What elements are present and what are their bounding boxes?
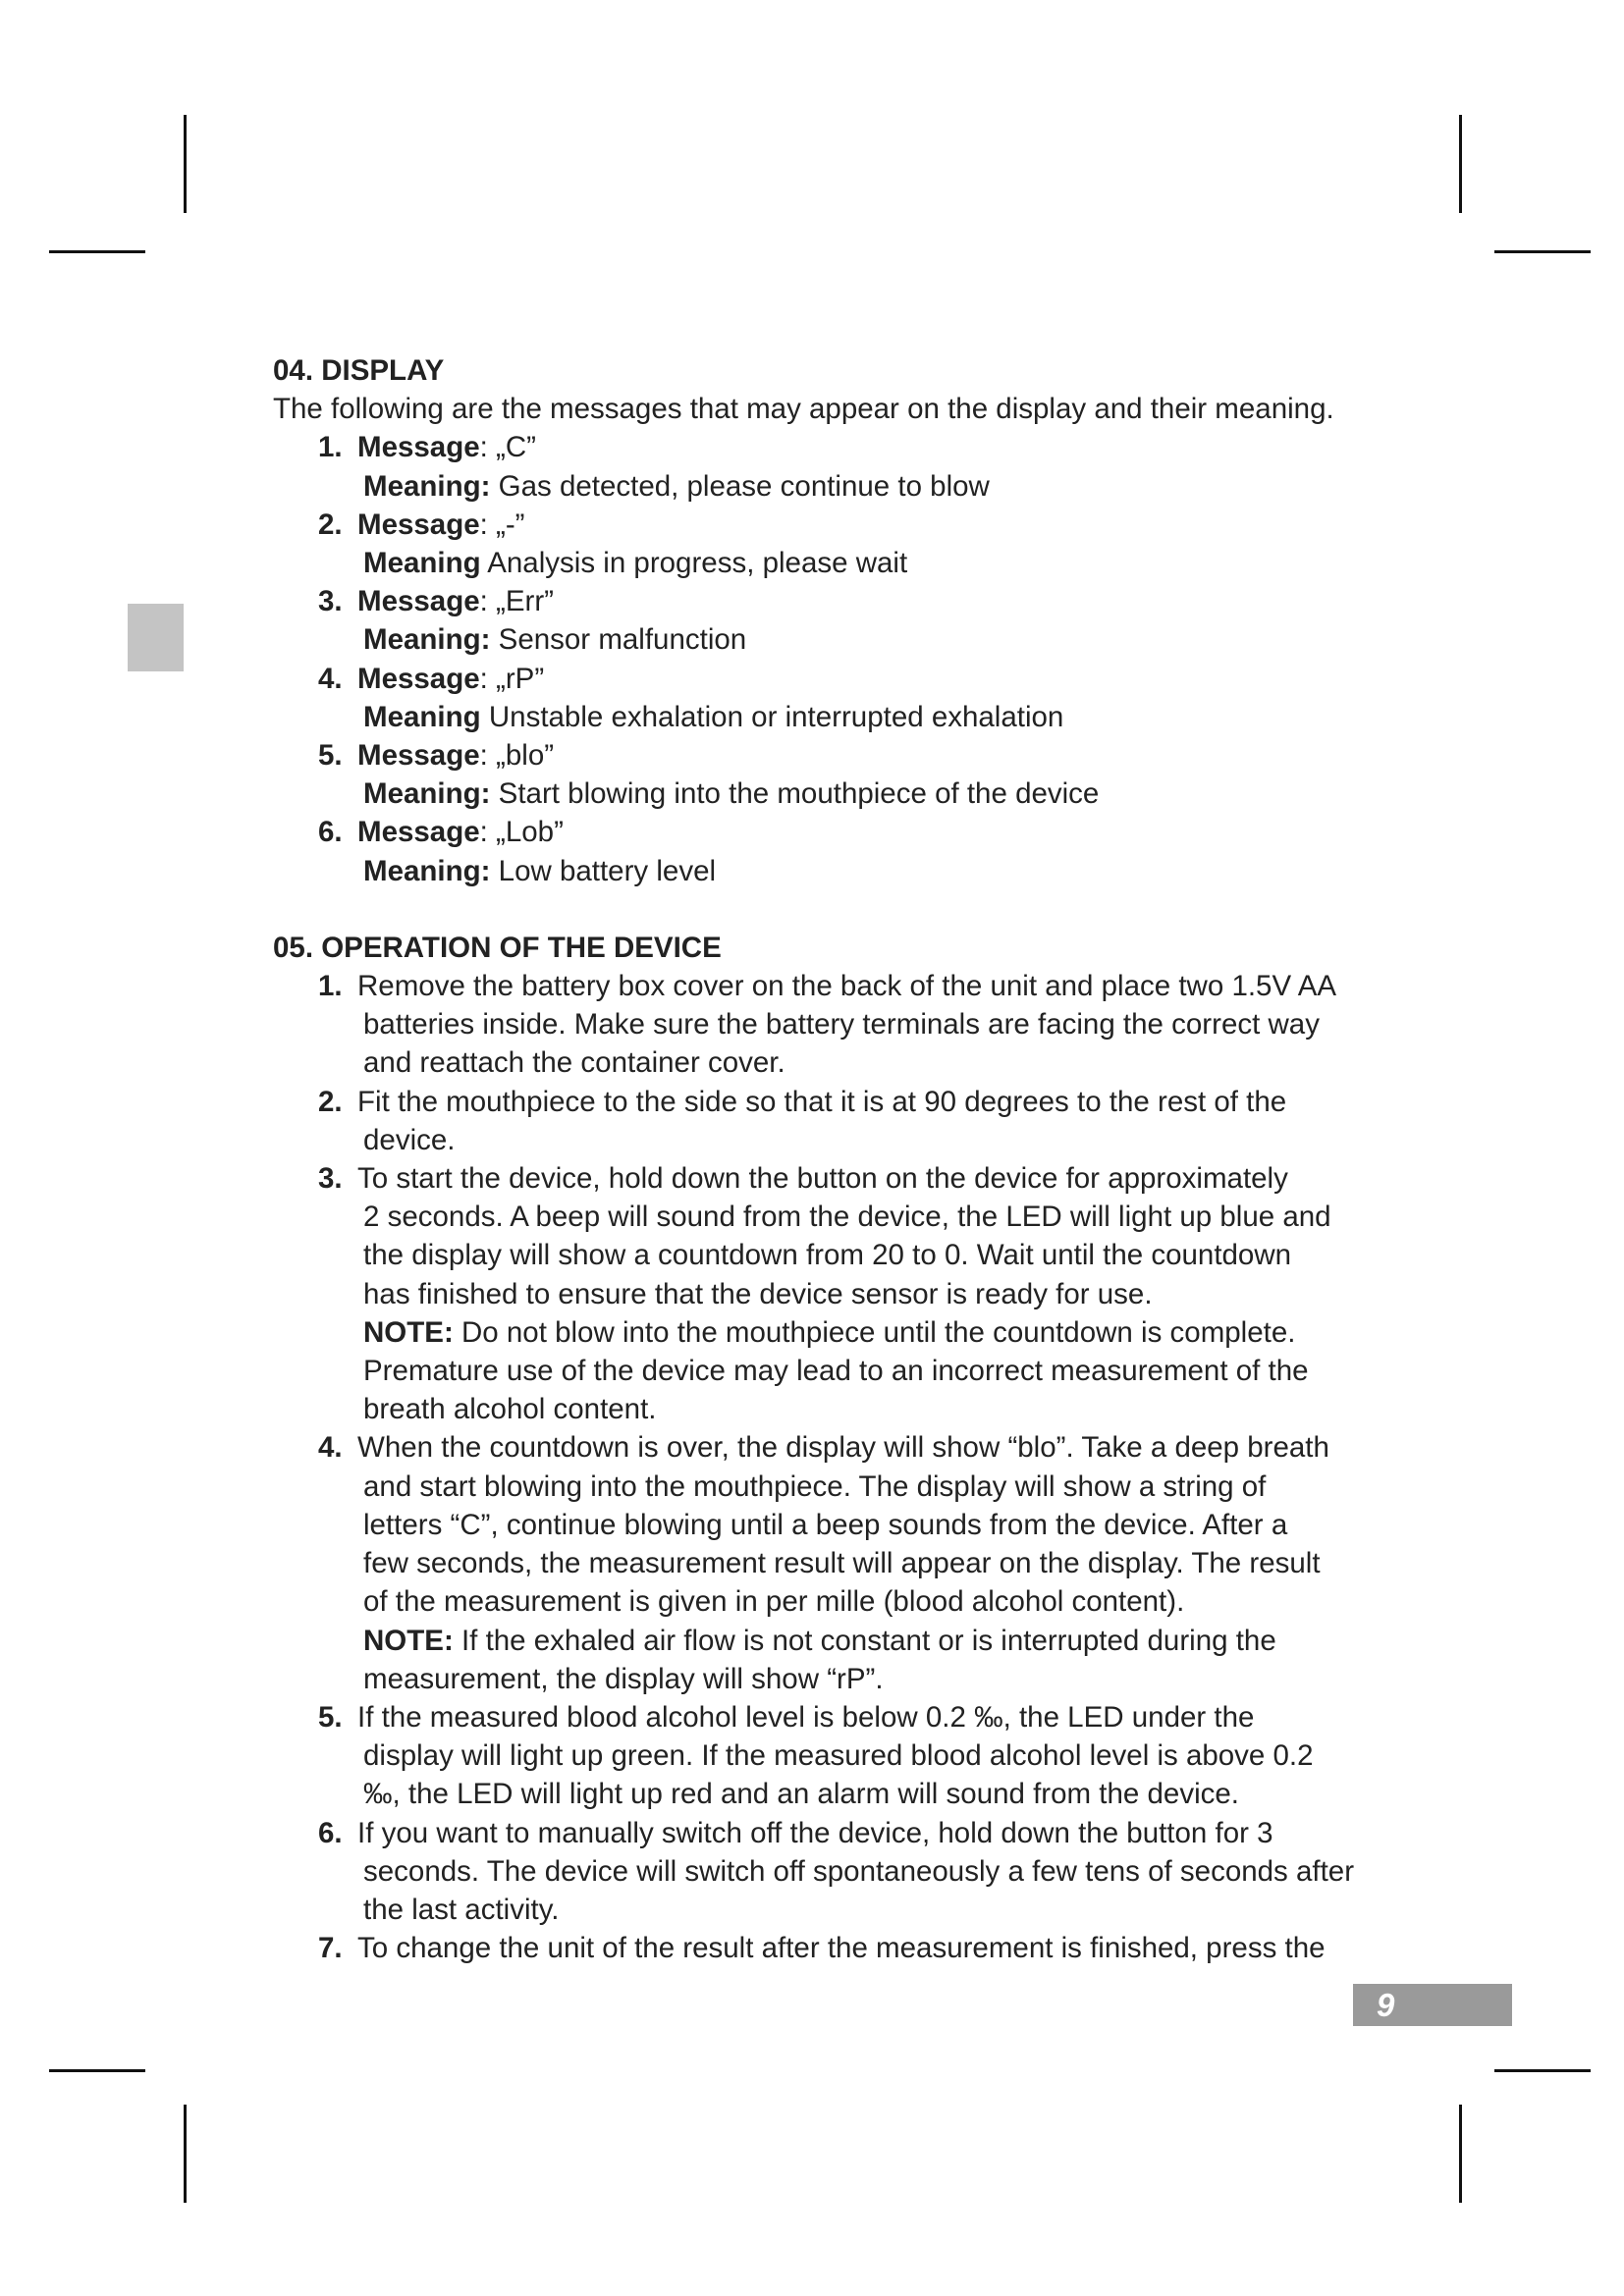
- crop-mark-top-right-vertical: [1459, 115, 1462, 213]
- note-line: breath alcohol content.: [363, 1393, 657, 1426]
- message-value: : „Lob”: [479, 816, 564, 849]
- crop-mark-top-left-horizontal: [49, 250, 145, 253]
- display-intro: The following are the messages that may appear on the display and their meaning.: [273, 393, 1334, 426]
- step-line: ‰, the LED will light up red and an alarm will sound from the device.: [363, 1778, 1239, 1811]
- step-line: To start the device, hold down the button on the device for approximately: [357, 1162, 1288, 1196]
- crop-mark-bottom-left-horizontal: [49, 2069, 145, 2072]
- page-content: [273, 351, 1373, 1967]
- item-number: 7.: [318, 1932, 343, 1965]
- step-line: If you want to manually switch off the device, hold down the button for 3: [357, 1816, 1273, 1849]
- step-line: display will light up green. If the measured blood alcohol level is above 0.2: [363, 1739, 1314, 1773]
- step-line: letters “C”, continue blowing until a beep sounds from the device. After a: [363, 1508, 1288, 1541]
- message-value: : „blo”: [479, 739, 555, 773]
- message-label: Message: [357, 585, 480, 618]
- meaning-text: Analysis in progress, please wait: [480, 547, 908, 580]
- item-number: 4.: [318, 1431, 343, 1465]
- item-number: 1.: [318, 970, 343, 1003]
- side-tab-marker: [128, 604, 184, 671]
- step-line: 2 seconds. A beep will sound from the device, the LED will light up blue and: [363, 1201, 1331, 1234]
- note-line: Do not blow into the mouthpiece until the countdown is complete.: [453, 1315, 1296, 1349]
- meaning-label: Meaning: [363, 700, 481, 733]
- list-item: [273, 1698, 1373, 1814]
- note-line: Premature use of the device may lead to an incorrect measurement of the: [363, 1355, 1309, 1388]
- list-item: [273, 582, 1373, 659]
- step-line: When the countdown is over, the display will show “blo”. Take a deep breath: [357, 1431, 1329, 1465]
- list-item: [273, 1814, 1373, 1930]
- step-line: the display will show a countdown from 20 to 0. Wait until the countdown: [363, 1239, 1292, 1272]
- meaning-label: Meaning:: [363, 623, 491, 657]
- item-number: 5.: [318, 739, 343, 773]
- item-number: 6.: [318, 816, 343, 849]
- step-line: Remove the battery box cover on the back of the unit and place two 1.5V AA: [357, 970, 1337, 1003]
- list-item: [273, 736, 1373, 813]
- item-number: 3.: [318, 1162, 343, 1196]
- list-item: [273, 506, 1373, 582]
- message-label: Message: [357, 431, 480, 464]
- meaning-text: Gas detected, please continue to blow: [490, 469, 990, 503]
- step-line: has finished to ensure that the device sensor is ready for use.: [363, 1277, 1153, 1310]
- step-line: To change the unit of the result after the measurement is finished, press the: [357, 1932, 1326, 1965]
- crop-mark-bottom-right-horizontal: [1494, 2069, 1591, 2072]
- step-line: Fit the mouthpiece to the side so that it is at 90 degrees to the rest of the: [357, 1085, 1287, 1118]
- message-value: : „C”: [479, 431, 536, 464]
- step-line: batteries inside. Make sure the battery terminals are facing the correct way: [363, 1008, 1320, 1041]
- note-label: NOTE:: [363, 1624, 454, 1657]
- list-item: [273, 1159, 1373, 1428]
- step-line: If the measured blood alcohol level is below 0.2 ‰, the LED under the: [357, 1700, 1255, 1734]
- meaning-label: Meaning:: [363, 854, 491, 887]
- meaning-label: Meaning:: [363, 777, 491, 811]
- step-line: and reattach the container cover.: [363, 1046, 785, 1080]
- list-item: [273, 1083, 1373, 1159]
- message-label: Message: [357, 507, 480, 541]
- meaning-label: Meaning:: [363, 469, 491, 503]
- crop-mark-bottom-left-vertical: [184, 2105, 187, 2203]
- crop-mark-bottom-right-vertical: [1459, 2105, 1462, 2203]
- section-heading-operation: 05. OPERATION OF THE DEVICE: [273, 931, 722, 964]
- item-number: 2.: [318, 507, 343, 541]
- meaning-text: Unstable exhalation or interrupted exhalation: [480, 700, 1064, 733]
- step-line: the last activity.: [363, 1893, 560, 1926]
- step-line: seconds. The device will switch off spontaneously a few tens of seconds after: [363, 1854, 1355, 1888]
- display-message-list: [273, 428, 1373, 889]
- message-value: : „Err”: [479, 585, 555, 618]
- item-number: 2.: [318, 1085, 343, 1118]
- item-number: 3.: [318, 585, 343, 618]
- item-number: 1.: [318, 431, 343, 464]
- item-number: 6.: [318, 1816, 343, 1849]
- list-item: [273, 1929, 1373, 1967]
- meaning-text: Start blowing into the mouthpiece of the device: [490, 777, 1100, 811]
- list-item: [273, 660, 1373, 736]
- message-value: : „-”: [479, 507, 525, 541]
- list-item: [273, 1428, 1373, 1697]
- message-label: Message: [357, 739, 480, 773]
- step-line: of the measurement is given in per mille (blood alcohol content).: [363, 1585, 1185, 1619]
- item-number: 5.: [318, 1700, 343, 1734]
- message-label: Message: [357, 816, 480, 849]
- meaning-text: Low battery level: [490, 854, 717, 887]
- step-line: few seconds, the measurement result will appear on the display. The result: [363, 1547, 1321, 1580]
- step-line: device.: [363, 1123, 456, 1156]
- operation-steps-list: [273, 967, 1373, 1967]
- note-label: NOTE:: [363, 1315, 454, 1349]
- meaning-text: Sensor malfunction: [490, 623, 747, 657]
- item-number: 4.: [318, 662, 343, 695]
- note-line: If the exhaled air flow is not constant or is interrupted during the: [453, 1624, 1276, 1657]
- crop-mark-top-right-horizontal: [1494, 250, 1591, 253]
- note-line: measurement, the display will show “rP”.: [363, 1662, 884, 1695]
- crop-mark-top-left-vertical: [184, 115, 187, 213]
- list-item: [273, 813, 1373, 889]
- list-item: [273, 428, 1373, 505]
- step-line: and start blowing into the mouthpiece. The display will show a string of: [363, 1469, 1267, 1503]
- message-value: : „rP”: [479, 662, 545, 695]
- page-number-badge: 9: [1353, 1984, 1512, 2026]
- meaning-label: Meaning: [363, 547, 481, 580]
- list-item: [273, 967, 1373, 1083]
- message-label: Message: [357, 662, 480, 695]
- section-heading-display: 04. DISPLAY: [273, 354, 445, 387]
